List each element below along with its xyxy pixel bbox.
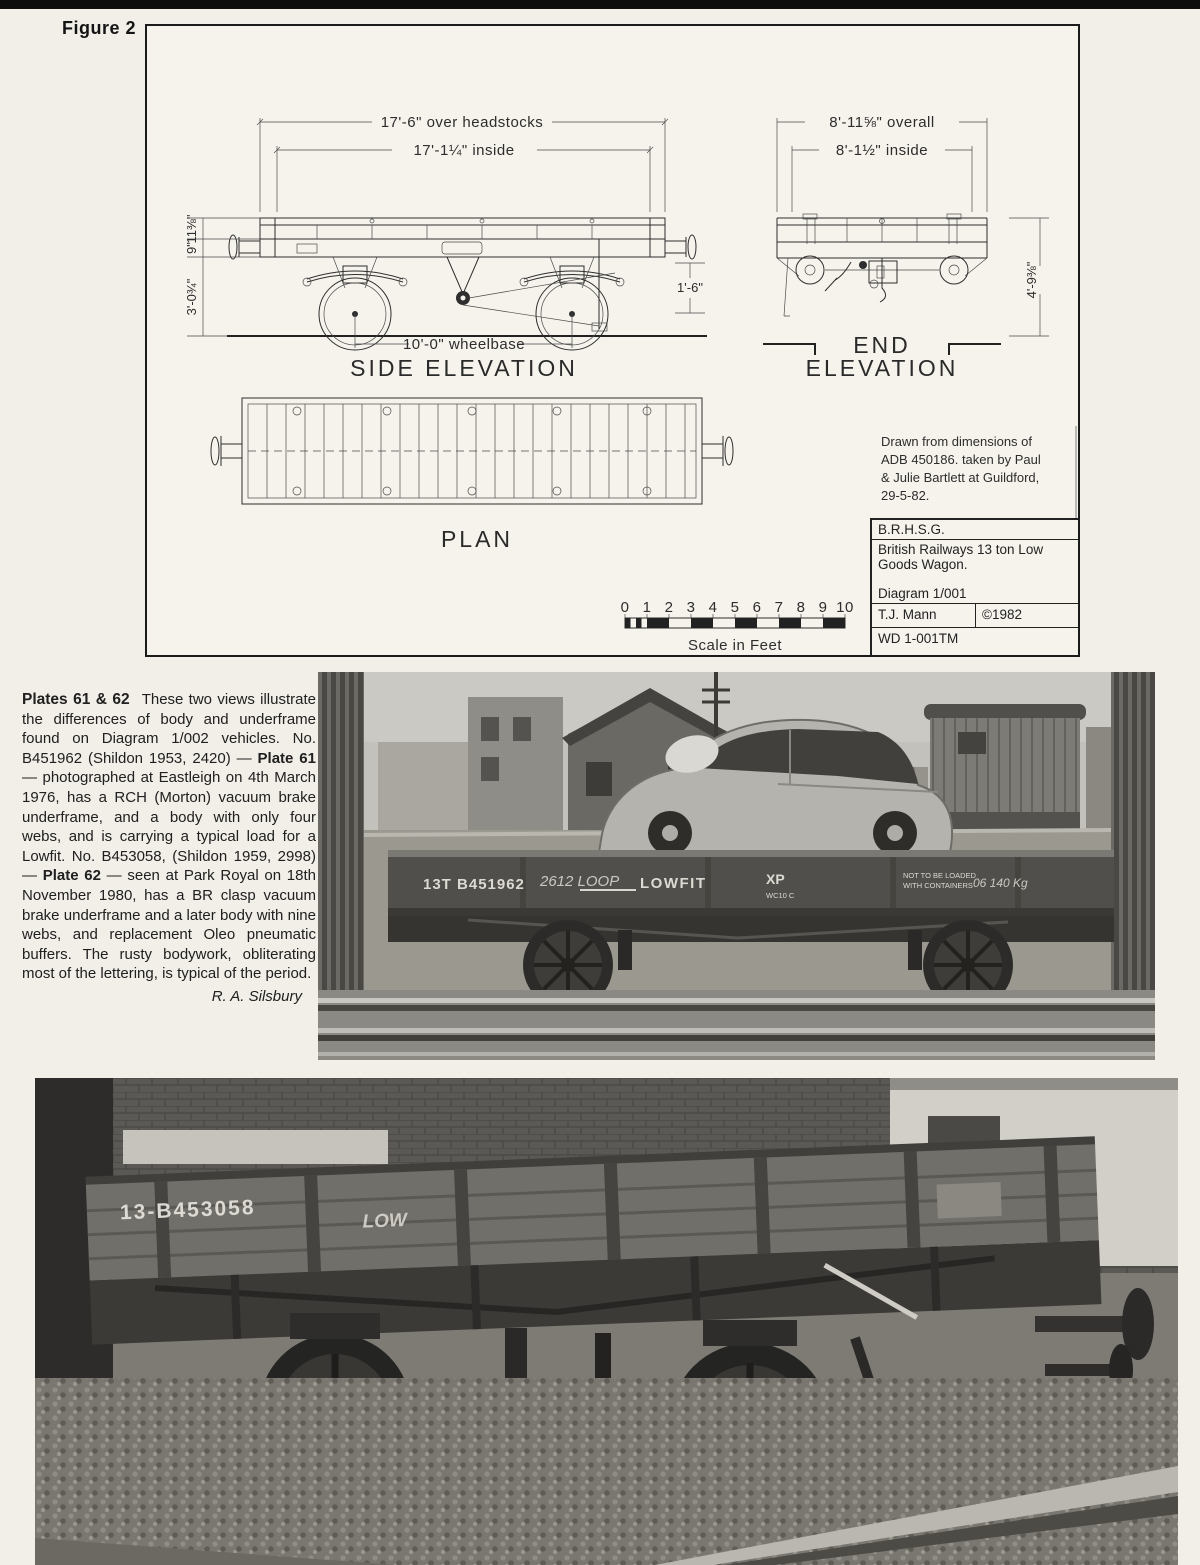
figure-label: Figure 2 <box>62 18 137 38</box>
end-elevation-label-line1: END <box>853 332 911 358</box>
title-block-diagram: Diagram 1/001 <box>878 586 967 601</box>
wagon-number-lettering-2: 13-B453058 <box>119 1195 256 1225</box>
scale-tick-7: 7 <box>774 599 784 616</box>
dim-floor-height: 1'-6" <box>677 280 703 295</box>
scale-caption: Scale in Feet <box>687 637 783 654</box>
dim-over-headstocks: 17'-6" over headstocks <box>380 114 544 131</box>
title-block-org: B.R.H.S.G. <box>872 520 1078 540</box>
side-elevation-drawing <box>184 114 707 381</box>
lowfit-wagon <box>388 850 1114 1010</box>
title-block-reference: WD 1-001TM <box>878 631 959 646</box>
note-line-4: 29-5-82. <box>881 488 930 503</box>
scale-tick-8: 8 <box>796 599 806 616</box>
xp-lettering: XP <box>766 871 785 887</box>
foreground-rails <box>318 990 1155 1060</box>
figure-2-drawing-frame <box>145 24 1080 657</box>
plate-62-photo <box>35 1078 1178 1565</box>
plate-61-photo <box>318 672 1155 1060</box>
title-block-author: T.J. Mann <box>872 604 976 627</box>
scale-tick-9: 9 <box>818 599 828 616</box>
scale-tick-4: 4 <box>708 599 718 616</box>
low-lettering: LOW <box>362 1209 408 1233</box>
drawing-note <box>881 426 1076 518</box>
chalk-weight: 06 140 Kg <box>973 876 1028 890</box>
plate-62-scene <box>35 1078 1178 1565</box>
plates-caption <box>22 690 316 1007</box>
scale-tick-3: 3 <box>686 599 696 616</box>
dim-height-a: 11⅜" <box>184 214 199 244</box>
scale-tick-6: 6 <box>752 599 762 616</box>
scale-bar <box>621 599 854 654</box>
title-block-title-line1: British Railways 13 ton Low <box>878 542 1044 557</box>
caption-heading: Plates 61 & 62 <box>22 691 130 708</box>
caption-body-3: — seen at Park Royal on 18th November 1980, has a BR clasp vacuum brake underframe and a later body with nine webs, and replacement Oleo pneumatic buffers. The rusty bodywork, obliterating most of the lettering, is typical of the period. <box>22 867 317 983</box>
dim-height-b: 9" <box>184 242 199 254</box>
xp-small-lettering: WC10 C <box>766 891 795 900</box>
caption-plate62: Plate 62 <box>42 867 101 885</box>
note-line-1: Drawn from dimensions of <box>881 434 1032 449</box>
scale-tick-2: 2 <box>664 599 674 616</box>
dim-overall-width: 8'-11⅝" overall <box>829 114 935 131</box>
chalk-destination: 2612 LOOP <box>540 873 620 890</box>
container-note-line2: WITH CONTAINERS <box>903 881 973 890</box>
caption-plate61: Plate 61 <box>257 749 316 767</box>
plate-61-scene <box>318 672 1155 1060</box>
end-elevation-label-line2: ELEVATION <box>805 355 959 381</box>
scan-edge-bar <box>0 0 1200 9</box>
title-block-title-cell <box>872 540 1078 604</box>
dim-height-c: 3'-0¾" <box>184 278 199 316</box>
container-note-line1: NOT TO BE LOADED <box>903 871 976 880</box>
dim-inside-length: 17'-1¼" inside <box>413 142 515 159</box>
dim-end-height: 4'-9⅜" <box>1024 261 1039 299</box>
side-elevation-label: SIDE ELEVATION <box>350 355 578 381</box>
note-line-2: ADB 450186. taken by Paul <box>881 452 1041 467</box>
note-line-3: & Julie Bartlett at Guildford, <box>881 470 1040 485</box>
ballast <box>35 1378 1178 1565</box>
title-block-copyright: ©1982 <box>982 607 1022 622</box>
caption-credit: R. A. Silsbury <box>211 987 302 1005</box>
dim-wheelbase: 10'-0" wheelbase <box>402 336 526 353</box>
caption-body-1: These two views illustrate the differences of body and underframe found on Diagram 1/002 vehicles. No. B451962 (Shildon 1953, 2420) — <box>22 691 316 767</box>
wagon-number-lettering: 13T B451962 <box>423 876 525 893</box>
scale-tick-0: 0 <box>620 599 630 616</box>
end-elevation-drawing <box>763 114 1049 381</box>
scale-tick-10: 10 <box>836 599 854 616</box>
drawing-title-block <box>870 518 1078 655</box>
plan-label: PLAN <box>440 526 514 552</box>
title-block-title-line2: Goods Wagon. <box>878 557 968 572</box>
caption-body-2: — photographed at Eastleigh on 4th March 1976, has a RCH (Morton) vacuum brake underframe, and a body with only four webs, and is carrying a typical load for a Lowfit. No. B453058, (Shildon 1959, 2998) — <box>22 769 316 885</box>
scale-tick-5: 5 <box>730 599 740 616</box>
lowfit-lettering: LOWFIT <box>640 875 707 892</box>
scale-tick-1: 1 <box>642 599 652 616</box>
dim-inside-width: 8'-1½" inside <box>835 142 929 159</box>
plan-drawing <box>211 398 733 552</box>
title-block-author-row <box>872 604 1078 628</box>
